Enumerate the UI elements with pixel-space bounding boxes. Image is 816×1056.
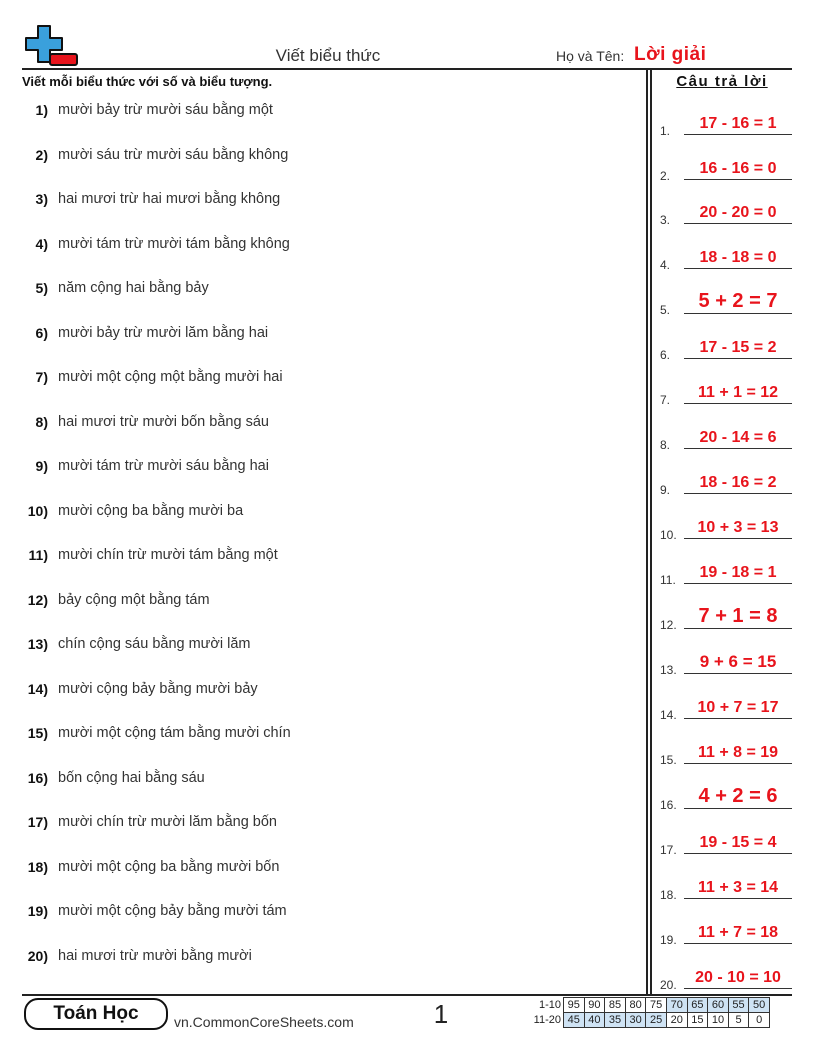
answer-item [660,287,792,317]
question-text: mười tám trừ mười sáu bằng hai [58,458,269,474]
answer-line [684,448,792,449]
answer-number: 1. [660,124,671,138]
question-number: 5) [35,280,48,296]
question-item [14,545,278,565]
question-number: 15) [27,725,48,741]
question-number: 6) [35,325,48,341]
answer-item [660,153,792,183]
answer-item [660,467,792,497]
question-text: mười tám trừ mười tám bằng không [58,236,290,252]
answer-value: 20 - 14 = 6 [699,429,777,446]
question-text: mười chín trừ mười tám bằng một [58,547,278,563]
answer-line [684,134,792,135]
answer-item [660,602,792,632]
answer-number: 4. [660,258,671,272]
answer-item [660,422,792,452]
answer-value: 11 + 3 = 14 [697,879,779,896]
answer-number: 8. [660,438,671,452]
answer-line [684,943,792,944]
answer-item [660,242,792,272]
answer-number: 9. [660,483,671,497]
question-text: mười bảy trừ mười lăm bằng hai [58,325,269,341]
question-text: mười chín trừ mười lăm bằng bốn [58,814,277,830]
answer-number: 10. [660,528,677,542]
question-number: 9) [35,458,48,474]
score-cell: 40 [584,1012,606,1028]
answers-header: Câu trả lời [676,73,768,90]
answer-item [660,737,792,767]
answer-value: 17 - 16 = 1 [699,115,777,132]
answer-item [660,557,792,587]
answer-value: 11 + 7 = 18 [697,924,779,941]
score-cell: 55 [728,997,750,1013]
score-cell: 20 [666,1012,688,1028]
question-item [14,901,287,921]
question-item [14,723,291,743]
answer-value: 10 + 7 = 17 [697,699,779,716]
answer-value: 20 - 10 = 10 [695,969,781,986]
question-item [14,367,283,387]
score-cell: 80 [625,997,647,1013]
answer-item [660,782,792,812]
answer-line [684,898,792,899]
score-cell: 45 [563,1012,585,1028]
answer-item [660,692,792,722]
question-item [14,679,258,699]
answer-value: 11 + 8 = 19 [697,744,779,761]
question-item [14,857,279,877]
question-number: 20) [27,948,48,964]
question-text: mười một cộng bảy bằng mười tám [58,903,287,919]
score-cell: 50 [748,997,770,1013]
score-row-label: 1-10 [538,999,561,1011]
question-item [14,278,209,298]
question-text: mười một cộng ba bằng mười bốn [58,859,280,875]
question-text: bốn cộng hai bằng sáu [58,770,205,786]
answer-value: 16 - 16 = 0 [699,160,777,177]
question-item [14,812,277,832]
question-text: hai mươi trừ mười bằng mười [58,948,252,964]
question-item [14,412,269,432]
question-item [14,100,273,120]
question-number: 19) [27,903,48,919]
answer-item [660,197,792,227]
answer-item [660,647,792,677]
answer-value: 19 - 18 = 1 [699,564,777,581]
answer-item [660,332,792,362]
question-text: mười bảy trừ mười sáu bằng một [58,102,273,118]
answer-number: 6. [660,348,671,362]
answer-line [684,403,792,404]
answer-number: 12. [660,618,677,632]
answer-line [684,179,792,180]
question-item [14,946,252,966]
answer-line [684,808,792,809]
answer-number: 19. [660,933,677,947]
question-item [14,768,205,788]
question-item [14,501,243,521]
answer-item [660,512,792,542]
answer-item [660,377,792,407]
answer-number: 15. [660,753,677,767]
question-text: năm cộng hai bằng bảy [58,280,209,296]
site-url: vn.CommonCoreSheets.com [174,1014,354,1030]
answer-value: 18 - 18 = 0 [699,249,777,266]
answer-line [684,493,792,494]
answer-value: 11 + 1 = 12 [697,384,779,401]
score-cell: 65 [687,997,709,1013]
instructions: Viết mỗi biểu thức với số và biểu tượng. [22,74,273,89]
answer-number: 7. [660,393,671,407]
answer-number: 14. [660,708,677,722]
answer-line [684,853,792,854]
score-cell: 0 [748,1012,770,1028]
answer-number: 11. [660,573,676,587]
answer-value: 20 - 20 = 0 [699,204,777,221]
answer-number: 18. [660,888,677,902]
score-table [530,997,770,1028]
score-cell: 15 [687,1012,709,1028]
answer-line [684,673,792,674]
column-divider-left [646,68,648,995]
answer-number: 13. [660,663,677,677]
answer-line [684,763,792,764]
question-item [14,145,288,165]
question-item [14,634,251,654]
answer-line [684,988,792,989]
question-number: 14) [27,681,48,697]
score-cell: 90 [584,997,606,1013]
question-number: 11) [28,547,48,563]
question-text: hai mươi trừ hai mươi bằng không [58,191,281,207]
score-row [530,1012,770,1028]
question-item [14,323,268,343]
answer-item [660,827,792,857]
top-divider [22,68,792,70]
score-cell: 70 [666,997,688,1013]
answer-line [684,583,792,584]
answer-line [684,538,792,539]
name-value: Lời giải [634,44,707,65]
answer-value: 10 + 3 = 13 [697,519,779,536]
question-item [14,234,290,254]
score-cell: 30 [625,1012,647,1028]
name-label: Họ và Tên: [556,48,625,64]
answer-number: 17. [660,843,677,857]
score-cell: 5 [728,1012,750,1028]
question-number: 16) [27,770,48,786]
score-row [530,997,770,1013]
question-number: 4) [35,236,48,252]
brand-badge: Toán Học [24,998,168,1030]
question-number: 12) [27,592,48,608]
answer-item [660,108,792,138]
answer-number: 3. [660,213,671,227]
bottom-divider [22,994,792,996]
score-cell: 95 [563,997,585,1013]
answer-value: 19 - 15 = 4 [699,834,777,851]
answer-line [684,628,792,629]
question-number: 3) [35,191,48,207]
score-cell: 25 [645,1012,667,1028]
answer-line [684,358,792,359]
answer-value: 5 + 2 = 7 [698,290,778,312]
question-text: mười cộng bảy bằng mười bảy [58,681,258,697]
question-number: 18) [27,859,48,875]
answer-item [660,872,792,902]
answer-number: 20. [660,978,677,992]
question-number: 7) [35,369,48,385]
logo-icon [24,24,80,68]
question-text: mười một cộng một bằng mười hai [58,369,283,385]
answer-number: 5. [660,303,671,317]
answer-line [684,223,792,224]
answer-item [660,962,792,992]
question-number: 1) [35,102,48,118]
answer-item [660,917,792,947]
answer-line [684,268,792,269]
question-number: 17) [27,814,48,830]
question-number: 8) [35,414,48,430]
score-cell: 75 [645,997,667,1013]
question-number: 13) [27,636,48,652]
score-cell: 60 [707,997,729,1013]
question-item [14,189,280,209]
answer-value: 17 - 15 = 2 [699,339,777,356]
score-row-label: 11-20 [533,1014,561,1026]
answer-value: 9 + 6 = 15 [699,652,777,671]
answer-line [684,313,792,314]
question-text: mười một cộng tám bằng mười chín [58,725,291,741]
answer-number: 16. [660,798,677,812]
page-number: 1 [433,999,449,1029]
answer-value: 18 - 16 = 2 [699,474,777,491]
question-text: hai mươi trừ mười bốn bằng sáu [58,414,269,430]
question-item [14,590,210,610]
column-divider-right [650,68,652,995]
question-text: bảy cộng một bằng tám [58,592,210,608]
question-text: mười sáu trừ mười sáu bằng không [58,147,289,163]
score-cell: 10 [707,1012,729,1028]
score-cell: 35 [604,1012,626,1028]
answer-value: 4 + 2 = 6 [698,785,778,807]
question-number: 2) [35,147,48,163]
score-cell: 85 [604,997,626,1013]
page-title: Viết biểu thức [275,46,381,65]
question-number: 10) [27,503,48,519]
question-item [14,456,269,476]
answer-number: 2. [660,169,671,183]
question-text: mười cộng ba bằng mười ba [58,503,244,519]
answer-value: 7 + 1 = 8 [698,605,778,627]
question-text: chín cộng sáu bằng mười lăm [58,636,251,652]
answer-line [684,718,792,719]
